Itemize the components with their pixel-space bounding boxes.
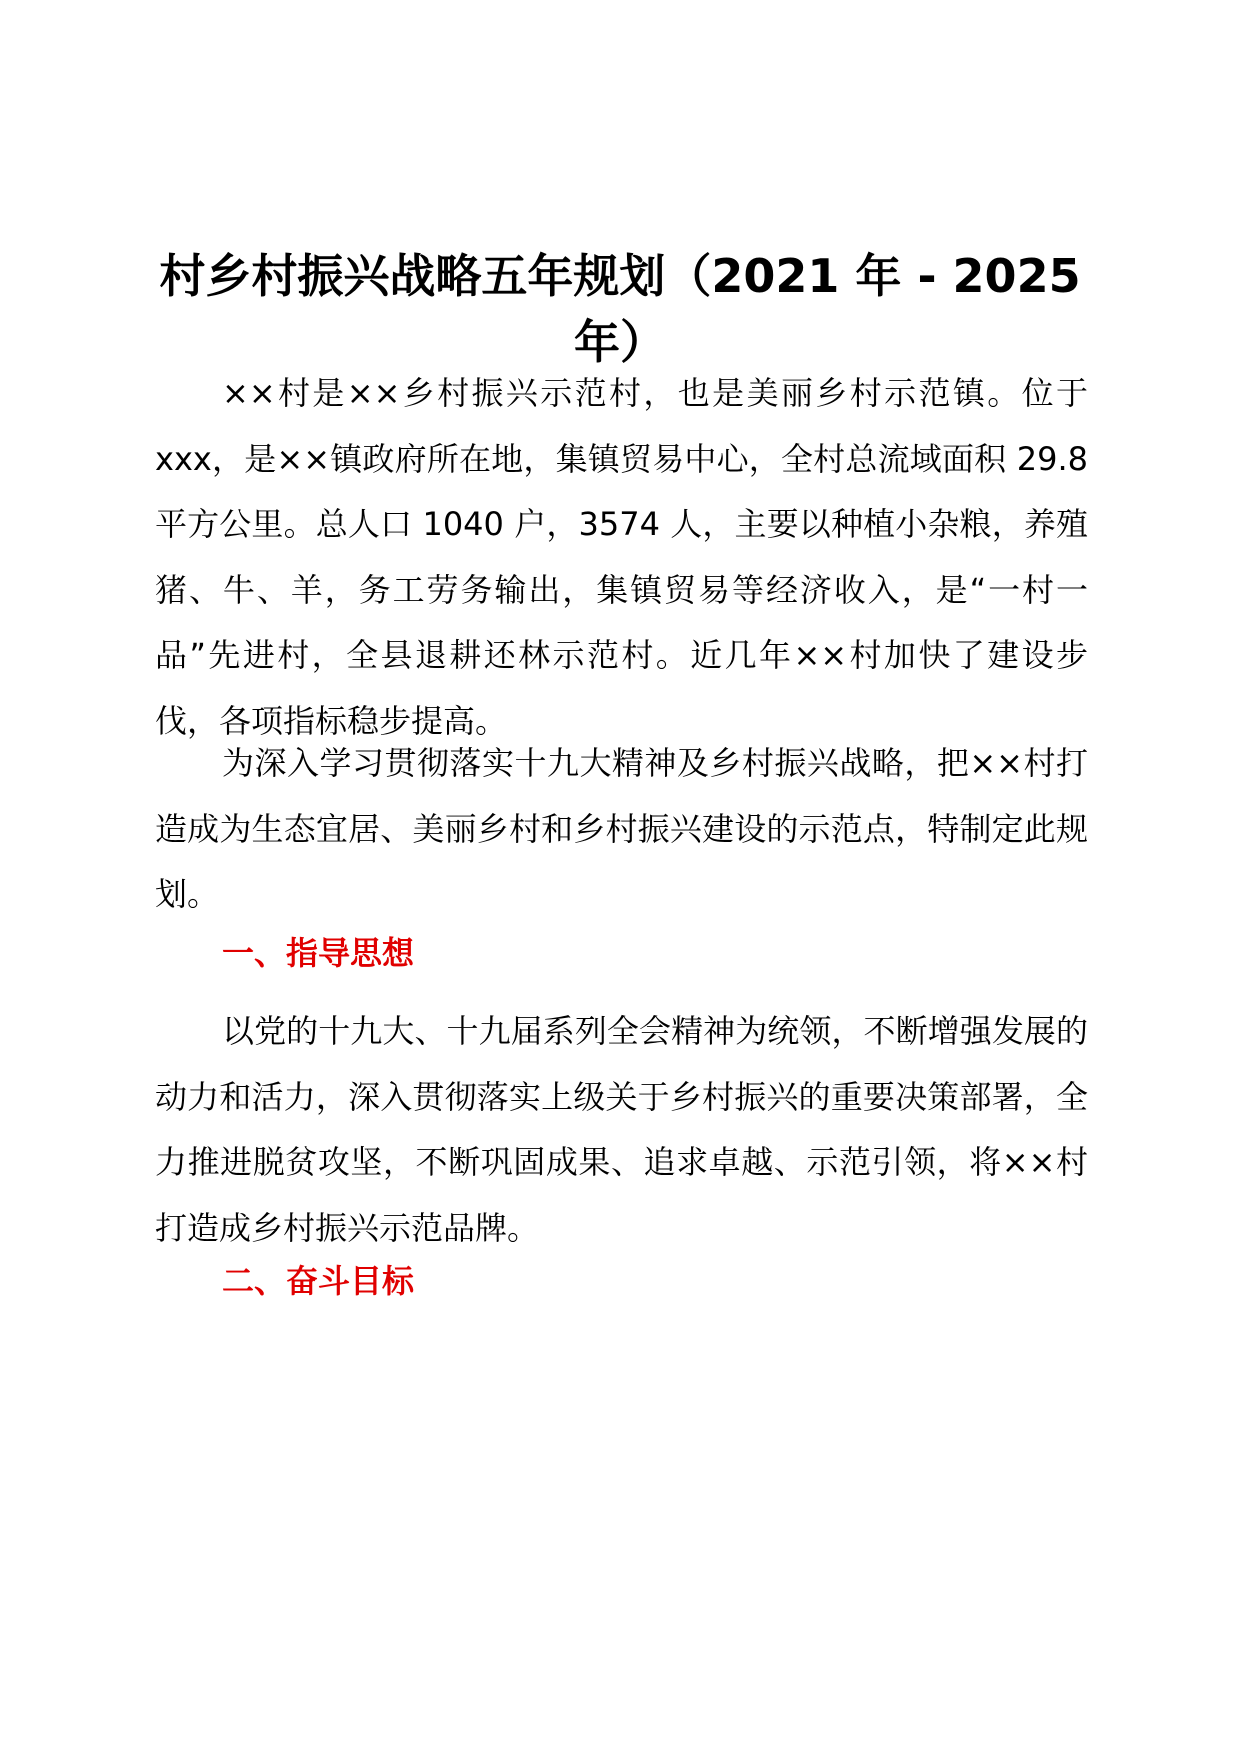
document-title: 村乡村振兴战略五年规划（2021 年 - 2025 年） bbox=[159, 249, 1081, 369]
section-heading-goals: 二、奋斗目标 bbox=[222, 1262, 415, 1300]
intro-paragraph: ××村是××乡村振兴示范村，也是美丽乡村示范镇。位于 xxx，是××镇政府所在地，集镇贸易中心，全村总流域面积 29.8 平方公里。总人口 1040 户，3574 人，主要以种植小杂粮，养殖猪、牛、羊，务工劳务输出，集镇贸易等经济收入，是“一村一品”先进村，全县退耕还林示范村。近几年××村加快了建设步伐，各项指标稳步提高。 bbox=[155, 374, 1088, 740]
purpose-paragraph: 为深入学习贯彻落实十九大精神及乡村振兴战略，把××村打造成为生态宜居、美丽乡村和乡村振兴建设的示范点，特制定此规划。 bbox=[155, 744, 1088, 913]
section-heading-guiding-ideology: 一、指导思想 bbox=[222, 934, 415, 972]
guiding-ideology-paragraph: 以党的十九大、十九届系列全会精神为统领，不断增强发展的动力和活力，深入贯彻落实上级关于乡村振兴的重要决策部署，全力推进脱贫攻坚，不断巩固成果、追求卓越、示范引领，将××村打造成乡村振兴示范品牌。 bbox=[155, 1012, 1088, 1247]
